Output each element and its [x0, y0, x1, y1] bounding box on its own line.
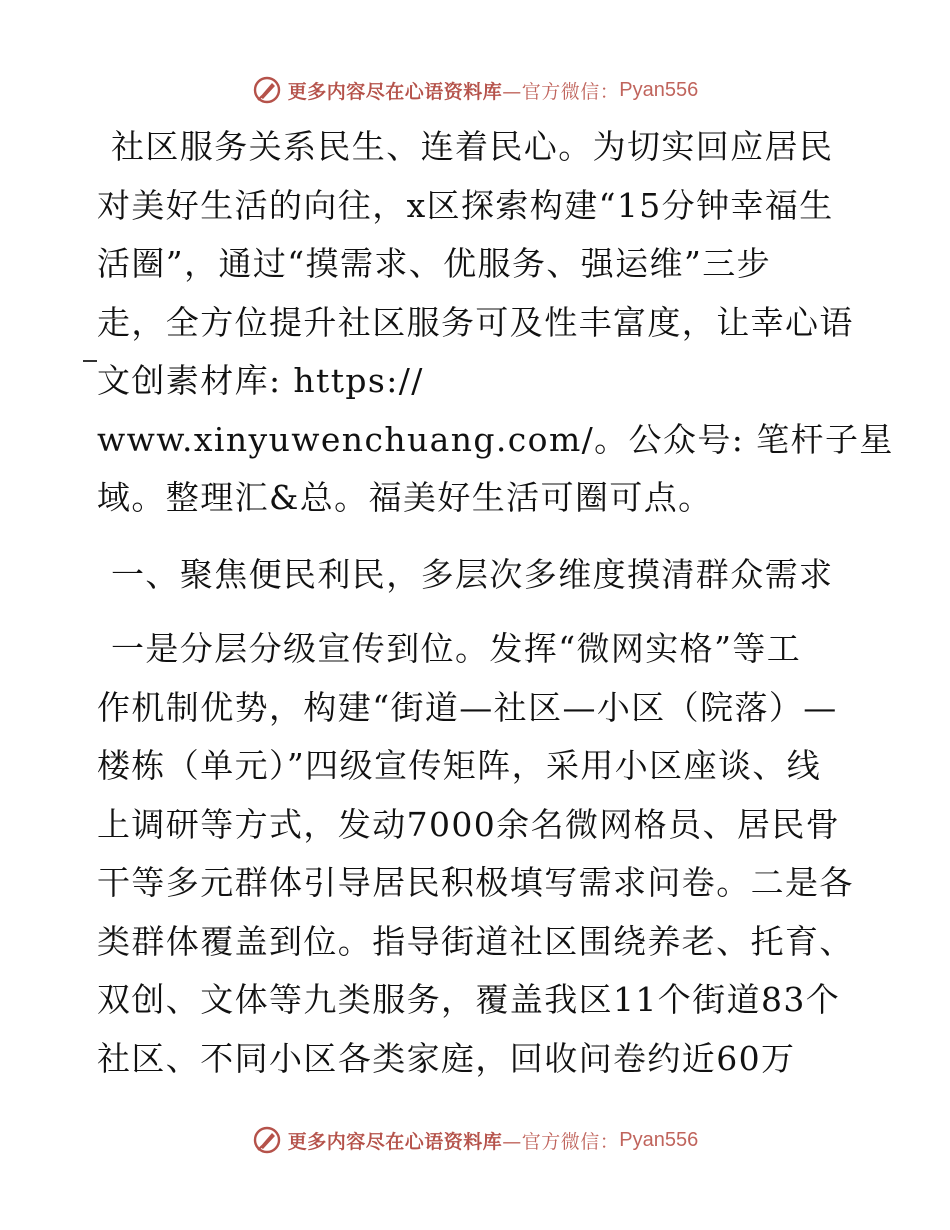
paragraph-section-one: [97, 620, 852, 1088]
text-line: 类群体覆盖到位。指导街道社区围绕养老、托育、: [97, 921, 854, 961]
overline-mark: [83, 360, 97, 362]
document-body: [97, 118, 894, 1088]
text-line: 对美好生活的向往，x区探索构建“15分钟幸福生: [97, 185, 834, 225]
banner-lead-text: 更多内容尽在心语资料库: [287, 80, 503, 103]
banner-wechat-id: Pyan556: [619, 1128, 699, 1151]
header-banner: [0, 72, 950, 108]
text-line: 双创、文体等九类服务，覆盖我区11个街道83个: [97, 980, 841, 1019]
text-line: 作机制优势，构建“街道—社区—小区（院落）—: [97, 687, 838, 727]
banner-lead-text: 更多内容尽在心语资料库: [287, 1130, 503, 1153]
banner-wechat-id: Pyan556: [619, 78, 699, 101]
text-line: 干等多元群体引导居民积极填写需求问卷。二是各: [97, 863, 854, 902]
text-line: 域。整理汇&总。福美好生活可圈可点。: [97, 478, 713, 517]
text-line: 走，全方位提升社区服务可及性丰富度，让幸心语: [97, 302, 854, 342]
paragraph-intro: [97, 118, 894, 528]
text-line: 社区、不同小区各类家庭，回收问卷约近60万: [97, 1038, 796, 1078]
text-line-with-mark: [97, 352, 852, 411]
banner-wechat-label: —官方微信：: [502, 80, 620, 103]
text-line: 一是分层分级宣传到位。发挥“微网实格”等工: [111, 629, 802, 668]
text-line: 活圈”，通过“摸需求、优服务、强运维”三步: [97, 244, 772, 283]
footer-banner: [0, 1122, 950, 1158]
text-line: 文创素材库: https://: [97, 361, 424, 400]
quill-logo-icon: [252, 75, 282, 105]
text-line: 社区服务关系民生、连着民心。为切实回应居民: [111, 127, 834, 166]
text-line: 楼栋（单元）”四级宣传矩阵，采用小区座谈、线: [97, 746, 822, 785]
quill-logo-icon: [252, 1125, 282, 1155]
text-line-url: www.xinyuwenchuang.com/。公众号: 笔杆子星: [97, 419, 894, 459]
section-heading: 一、聚焦便民利民，多层次多维度摸清群众需求: [111, 554, 834, 594]
banner-wechat-label: —官方微信：: [502, 1130, 620, 1153]
text-line: 上调研等方式，发动7000余名微网格员、居民骨: [97, 804, 841, 844]
